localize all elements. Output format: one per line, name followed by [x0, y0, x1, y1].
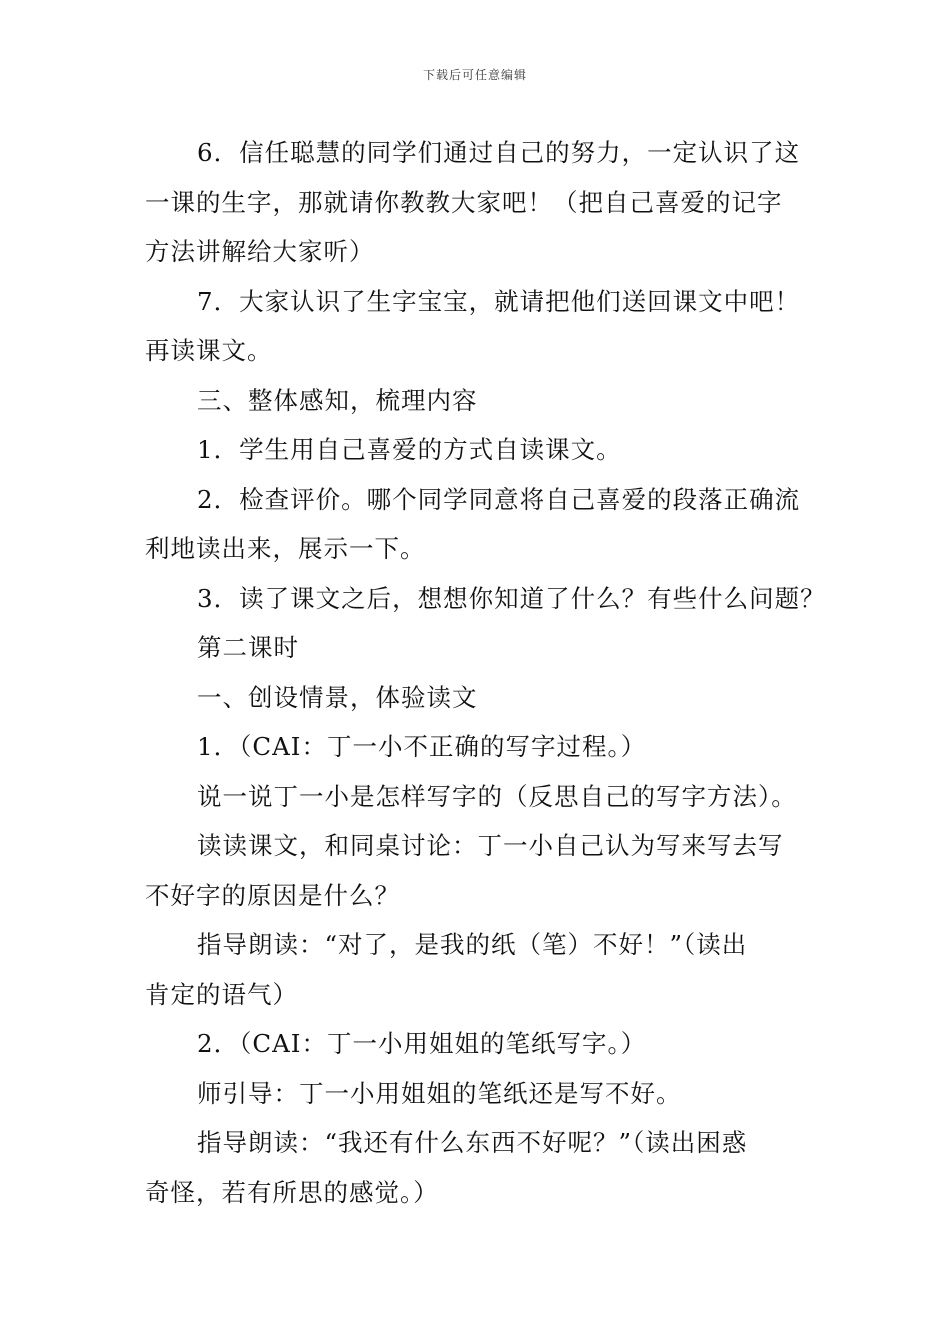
text-line: 指导朗读：“我还有什么东西不好呢？”（读出困惑 — [197, 1128, 748, 1157]
section-heading: 三、整体感知，梳理内容 — [197, 385, 478, 415]
text-line: 不好字的原因是什么？ — [145, 880, 400, 910]
page-header: 下载后可任意编辑 — [422, 68, 527, 82]
text-line: 师引导：丁一小用姐姐的笔纸还是写不好。 — [197, 1078, 682, 1108]
text-line: 说一说丁一小是怎样写字的（反思自己的写字方法）。 — [197, 781, 797, 811]
text-line: 奇怪，若有所思的感觉。） — [145, 1177, 439, 1207]
text-line: 6．信任聪慧的同学们通过自己的努力，一定认识了这 — [197, 138, 801, 167]
text-line: 1．学生用自己喜爱的方式自读课文。 — [197, 435, 622, 464]
text-line: 方法讲解给大家听） — [145, 237, 375, 266]
text-line: 2．（CAI：丁一小用姐姐的笔纸写字。） — [197, 1029, 647, 1058]
text-line: 1．（CAI：丁一小不正确的写字过程。） — [197, 732, 647, 761]
text-line: 读读课文，和同桌讨论：丁一小自己认为写来写去写 — [197, 831, 784, 860]
text-line: 利地读出来，展示一下。 — [145, 534, 426, 563]
text-line: 一课的生字，那就请你教教大家吧！（把自己喜爱的记字 — [145, 187, 783, 217]
text-line: 再读课文。 — [145, 336, 273, 365]
lesson-heading: 第二课时 — [197, 633, 299, 662]
text-line: 指导朗读：“对了，是我的纸（笔）不好！”（读出 — [197, 930, 748, 959]
text-line: 2．检查评价。哪个同学同意将自己喜爱的段落正确流 — [197, 484, 801, 514]
text-line: 肯定的语气） — [145, 979, 298, 1009]
text-line: 3．读了课文之后，想想你知道了什么？有些什么问题？ — [197, 583, 826, 613]
section-heading: 一、创设情景，体验读文 — [197, 682, 478, 712]
document-body — [145, 128, 826, 1217]
text-line: 7．大家认识了生字宝宝，就请把他们送回课文中吧！ — [197, 286, 801, 316]
